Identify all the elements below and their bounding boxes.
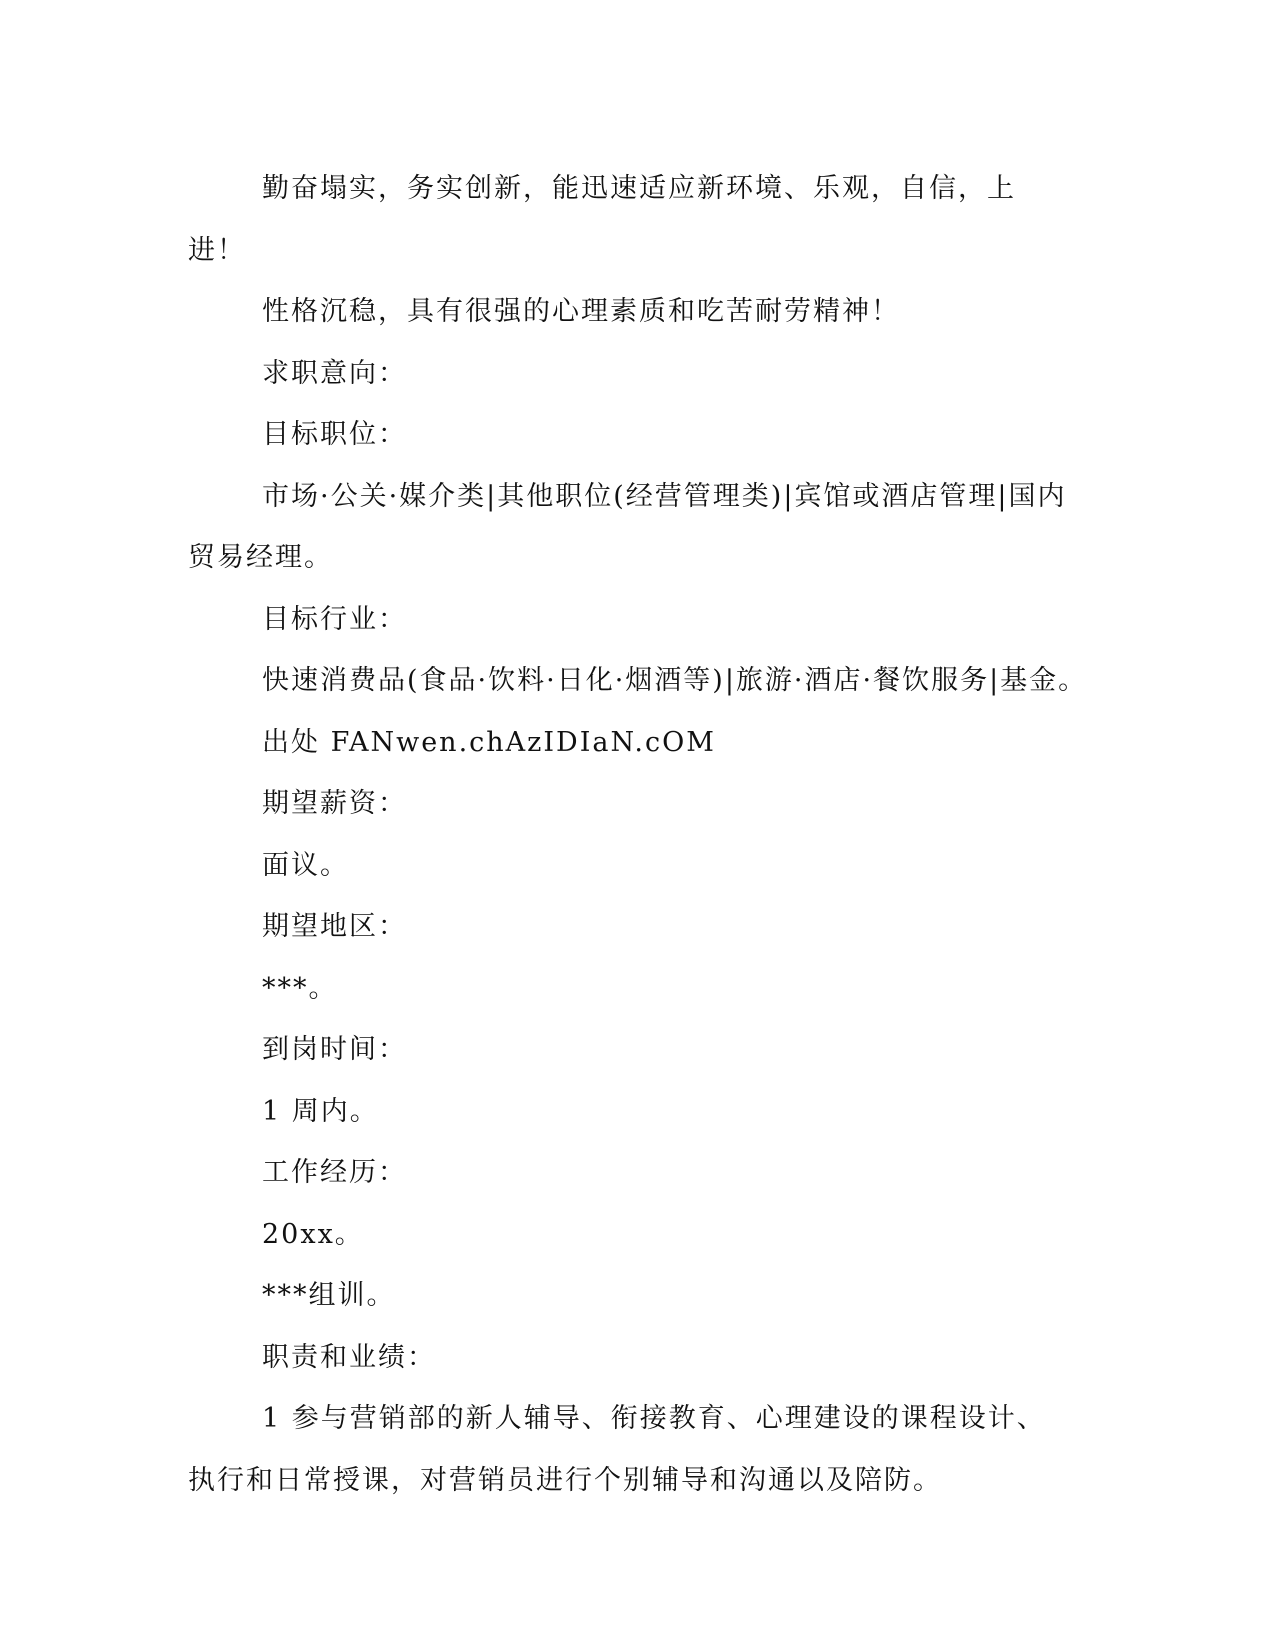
value-target-position: 市场·公关·媒介类|其他职位(经营管理类)|宾馆或酒店管理|国内贸易经理。 bbox=[188, 480, 1067, 573]
label-expected-salary: 期望薪资： bbox=[262, 788, 407, 819]
paragraph-self-evaluation-2: 性格沉稳，具有很强的心理素质和吃苦耐劳精神！ bbox=[262, 296, 900, 327]
source-note: 出处 FANwen.chAzIDIaN.cOM bbox=[262, 726, 716, 758]
value-work-role: ***组训。 bbox=[262, 1280, 396, 1311]
value-work-year: 20xx。 bbox=[262, 1218, 364, 1250]
label-start-time: 到岗时间： bbox=[262, 1034, 407, 1065]
value-expected-region: ***。 bbox=[262, 972, 338, 1004]
label-duties-and-achievements: 职责和业绩： bbox=[262, 1341, 436, 1373]
paragraph-self-evaluation-1: 勤奋塌实，务实创新，能迅速适应新环境、乐观，自信，上进！ bbox=[188, 173, 1016, 266]
value-target-industry: 快速消费品(食品·饮料·日化·烟酒等)|旅游·酒店·餐饮服务|基金。 bbox=[262, 665, 1088, 696]
label-target-industry: 目标行业： bbox=[262, 603, 407, 635]
value-expected-salary: 面议。 bbox=[262, 849, 349, 881]
value-duty-1: 1 参与营销部的新人辅导、衔接教育、心理建设的课程设计、执行和日常授课，对营销员进行个别辅导和沟通以及陪防。 bbox=[188, 1403, 1046, 1496]
label-target-position: 目标职位： bbox=[262, 419, 407, 450]
document-body bbox=[188, 158, 1088, 1511]
value-start-time: 1 周内。 bbox=[262, 1095, 379, 1127]
label-expected-region: 期望地区： bbox=[262, 911, 407, 942]
heading-work-experience: 工作经历： bbox=[262, 1157, 407, 1188]
heading-job-intention: 求职意向： bbox=[262, 357, 407, 389]
